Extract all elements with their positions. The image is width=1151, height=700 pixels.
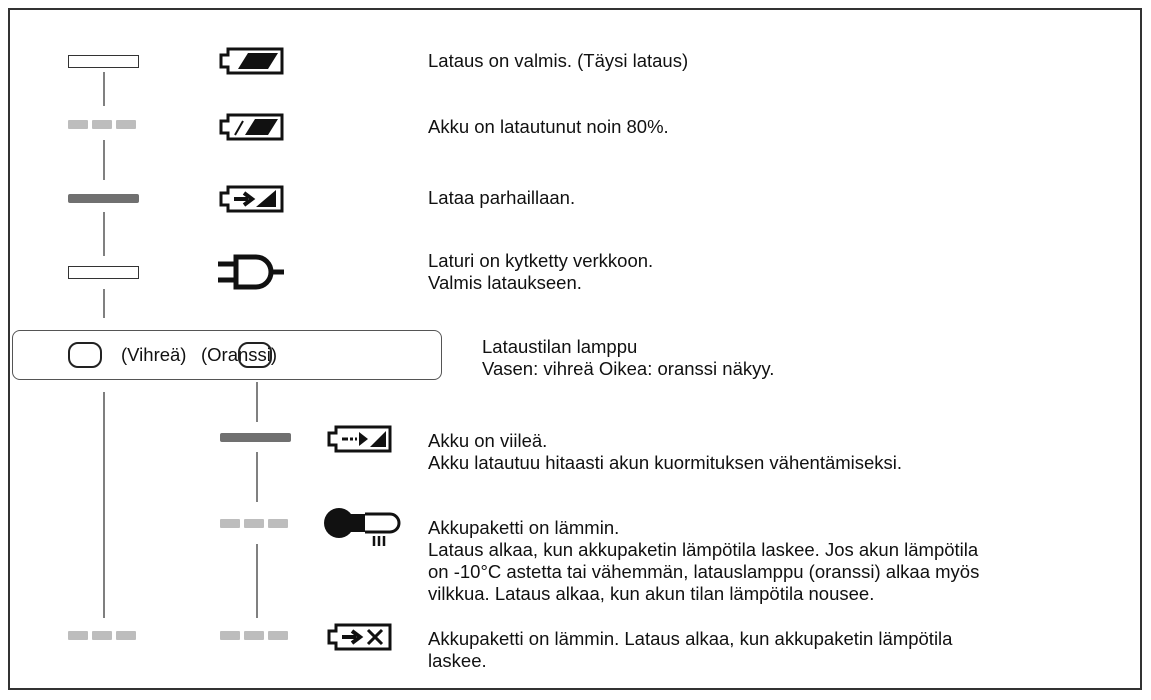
green-lamp-on-indicator (68, 194, 139, 203)
battery-error-icon (326, 622, 396, 652)
lamp-legend-title: Lataustilan lamppu (482, 336, 638, 357)
green-lamp-off-indicator (68, 55, 139, 68)
orange-lamp-label: (Oranssi) (201, 344, 278, 365)
row-plugged-text: Laturi on kytketty verkkoon. Valmis lataukseen. (428, 250, 654, 293)
orange-lamp-blinking-indicator (220, 519, 288, 530)
battery-slow-charge-icon (326, 424, 394, 454)
lamp-legend-box (12, 330, 442, 380)
battery-80-icon (218, 112, 288, 142)
lamp-legend-description: Vasen: vihreä Oikea: oranssi näkyy. (482, 358, 775, 379)
green-lamp-blinking-indicator (68, 631, 136, 642)
green-lamp-blinking-indicator (68, 120, 136, 131)
green-lamp-label: (Vihreä) (121, 344, 187, 365)
row-80-percent-text: Akku on latautunut noin 80%. (428, 116, 669, 137)
green-lamp (68, 342, 102, 368)
battery-charging-icon (218, 184, 288, 214)
orange-lamp-blinking-indicator (220, 631, 288, 642)
orange-lamp (238, 342, 272, 368)
row-full-charge-text: Lataus on valmis. (Täysi lataus) (428, 50, 689, 71)
row-warm-battery-wait-text: Akkupaketti on lämmin. Lataus alkaa, kun akkupaketin lämpötila laskee. (428, 628, 953, 671)
row-cool-battery-text: Akku on viileä. Akku latautuu hitaasti akun kuormituksen vähentämiseksi. (428, 430, 903, 473)
green-lamp-off-indicator (68, 266, 139, 279)
row-charging-text: Lataa parhaillaan. (428, 187, 576, 208)
plug-icon (218, 252, 288, 292)
battery-full-icon (218, 46, 288, 76)
row-warm-battery-text: Akkupaketti on lämmin. Lataus alkaa, kun akkupaketin lämpötila laskee. Jos akun lämpötila on -10°C astetta tai vähemmän, latauslamppu (oranssi) alkaa myös vilkkua. Lataus alkaa, kun akun tilan lämpötila nousee. (428, 517, 980, 604)
thermometer-icon (322, 504, 402, 550)
orange-lamp-on-indicator (220, 433, 291, 442)
